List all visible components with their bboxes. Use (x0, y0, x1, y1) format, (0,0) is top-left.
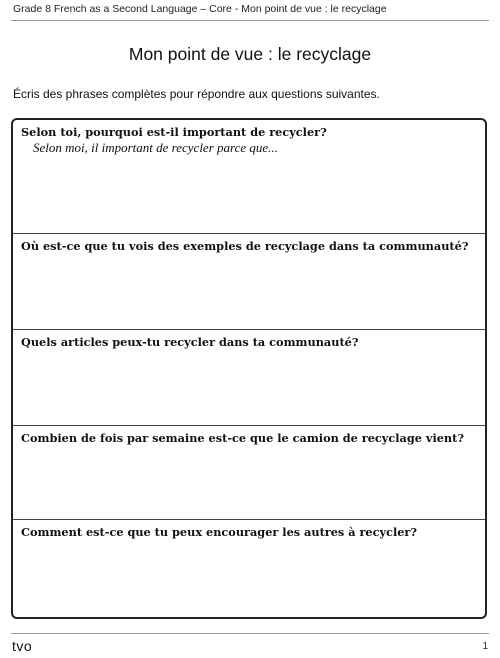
tvo-logo: tvo (12, 638, 33, 654)
question-row-5[interactable] (13, 520, 485, 617)
footer-divider (11, 633, 489, 634)
question-3: Quels articles peux-tu recycler dans ta communauté? (21, 335, 359, 349)
question-1: Selon toi, pourquoi est-il important de recycler? (21, 125, 327, 139)
page-number: 1 (482, 641, 488, 652)
question-row-1[interactable] (13, 120, 485, 234)
question-row-4[interactable] (13, 426, 485, 520)
question-5: Comment est-ce que tu peux encourager les autres à recycler? (21, 525, 417, 539)
header-divider (11, 20, 489, 21)
instructions: Écris des phrases complètes pour répondre aux questions suivantes. (13, 87, 380, 101)
page-title: Mon point de vue : le recyclage (128, 44, 372, 64)
question-row-2[interactable] (13, 234, 485, 330)
question-4: Combien de fois par semaine est-ce que le camion de recyclage vient? (21, 431, 464, 445)
question-2: Où est-ce que tu vois des exemples de recyclage dans ta communauté? (21, 239, 469, 253)
questions-table (11, 118, 487, 619)
answer-hint-1: Selon moi, il important de recycler parce que... (33, 140, 278, 155)
question-row-3[interactable] (13, 330, 485, 426)
document-header: Grade 8 French as a Second Language – Core - Mon point de vue : le recyclage (13, 3, 387, 15)
